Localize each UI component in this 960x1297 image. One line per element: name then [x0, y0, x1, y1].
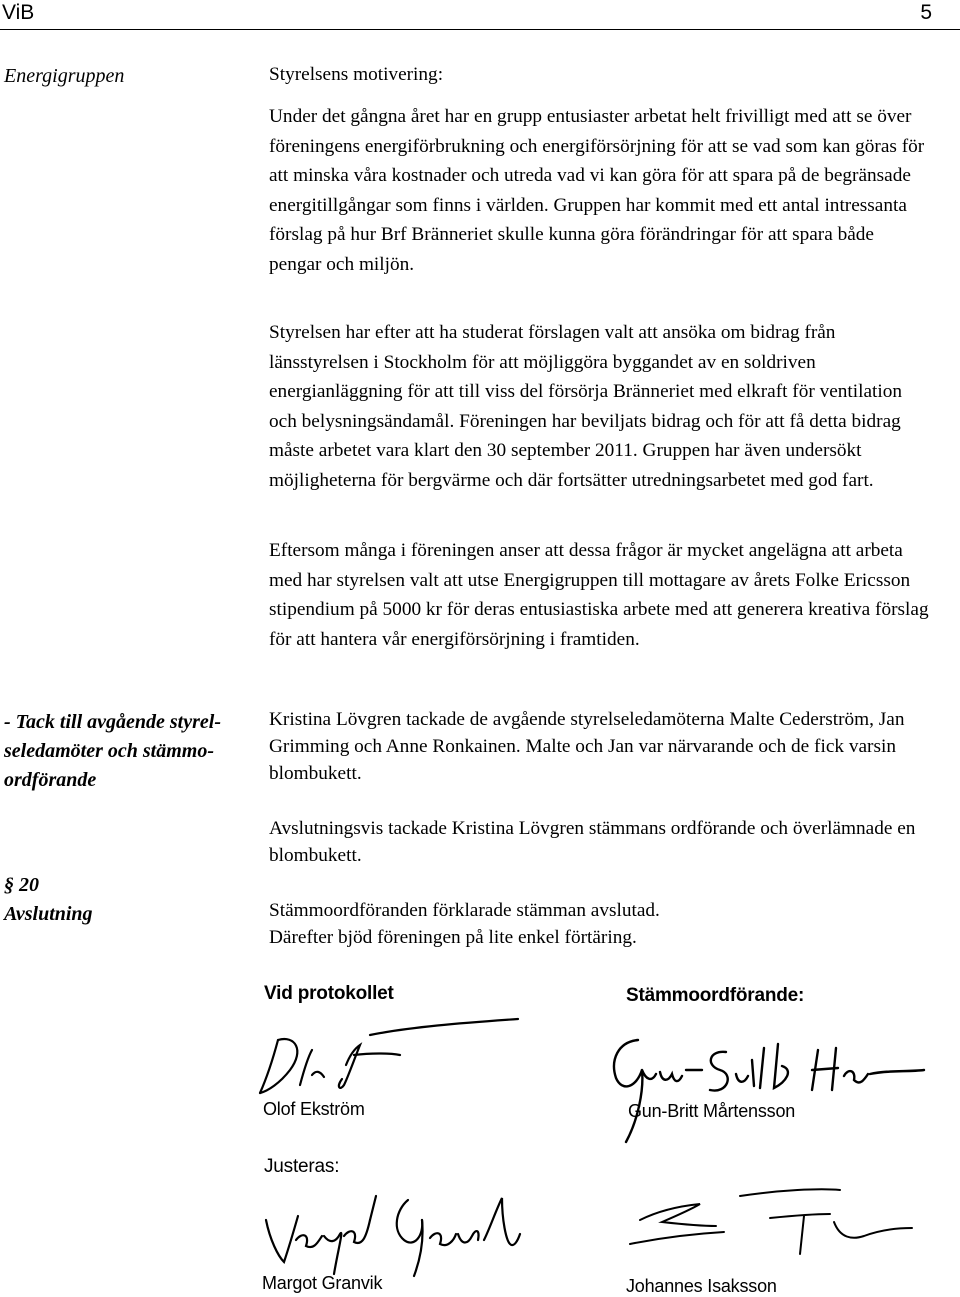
chair-name: Gun-Britt Mårtensson [628, 1101, 796, 1121]
section-heading [269, 60, 929, 90]
header-rule [0, 29, 960, 30]
sidebar-section-thanks [4, 708, 254, 795]
sidebar-section-closing [4, 871, 254, 929]
signature-johannes-isaksson [620, 1180, 920, 1275]
header-title: ViB [2, 1, 35, 24]
paragraph-2 [269, 318, 929, 496]
sidebar-line: ordförande [4, 769, 97, 791]
paragraph-text: Eftersom många i föreningen anser att dessa frågor är mycket angelägna att arbeta med har styrelsen valt att utse Energigruppen till mottagare av årets Folke Ericsson stipendium på 5000 kr för deras entusiastiska arbete med att generera kreativa förslag för att hantera vår energiförsörjning i framtiden. [269, 540, 929, 650]
protocol-name: Olof Ekström [263, 1099, 365, 1119]
sidebar-section-energigruppen [4, 62, 254, 91]
protocol-label: Vid protokollet [264, 983, 394, 1004]
paragraph-text: Styrelsen har efter att ha studerat förslagen valt att ansöka om bidrag från länsstyrelsen i Stockholm för att möjliggöra byggandet av en soldriven energianläggning för att till viss del försörja Bränneriet med elkraft för ventilation och belysningsändamål. Föreningen har beviljats bidrag och för att få detta bidrag måste arbetet vara klart den 30 september 2011. Gruppen har även undersökt möjligheterna för bergvärme och där fortsätter utredningsarbetet med god fart. [269, 322, 903, 491]
paragraph-text: Avslutningsvis tackade Kristina Lövgren stämmans ordförande och överlämnade en blombukett. [269, 818, 916, 866]
checked-label: Justeras: [264, 1156, 340, 1177]
heading-text: Styrelsens motivering: [269, 64, 444, 85]
sidebar-line: § 20 [4, 874, 39, 896]
sidebar-label: Energigruppen [4, 65, 125, 87]
page-number: 5 [920, 1, 932, 24]
sidebar-line: Avslutning [4, 903, 93, 925]
paragraph-text: Kristina Lövgren tackade de avgående styrelseledamöterna Malte Cederström, Jan Grimming och Anne Ronkainen. Malte och Jan var närvarande och de fick varsin blombukett. [269, 709, 905, 784]
paragraph-6 [269, 897, 929, 951]
signature-margot-granvik [258, 1190, 538, 1280]
sidebar-line: - Tack till avgående styrel- [4, 711, 221, 733]
checker1-name: Margot Granvik [262, 1273, 383, 1293]
paragraph-1 [269, 102, 929, 280]
signature-gun-britt-martensson [598, 1030, 928, 1150]
paragraph-4 [269, 706, 929, 787]
paragraph-text: Under det gångna året har en grupp entusiaster arbetat helt frivilligt med att se över föreningens energiförbrukning och energiförsörjning för att se vad som kan göras för att minska våra kostnader och utreda vad vi kan göra för att spara på de begränsade energitillgångar som finns i världen. Gruppen har kommit med ett antal intressanta förslag på hur Brf Bränneriet skulle kunna göra förändringar för att spara både pengar och miljön. [269, 106, 925, 275]
chair-label: Stämmoordförande: [626, 985, 805, 1006]
paragraph-text: Därefter bjöd föreningen på lite enkel förtäring. [269, 927, 637, 948]
sidebar-line: seledamöter och stämmo- [4, 740, 214, 762]
paragraph-text: Stämmoordföranden förklarade stämman avslutad. [269, 900, 660, 921]
page-header [0, 0, 960, 30]
paragraph-3 [269, 536, 929, 654]
signature-olof-ekstrom [250, 1015, 530, 1100]
checker2-name: Johannes Isaksson [626, 1276, 777, 1296]
paragraph-5 [269, 815, 929, 869]
